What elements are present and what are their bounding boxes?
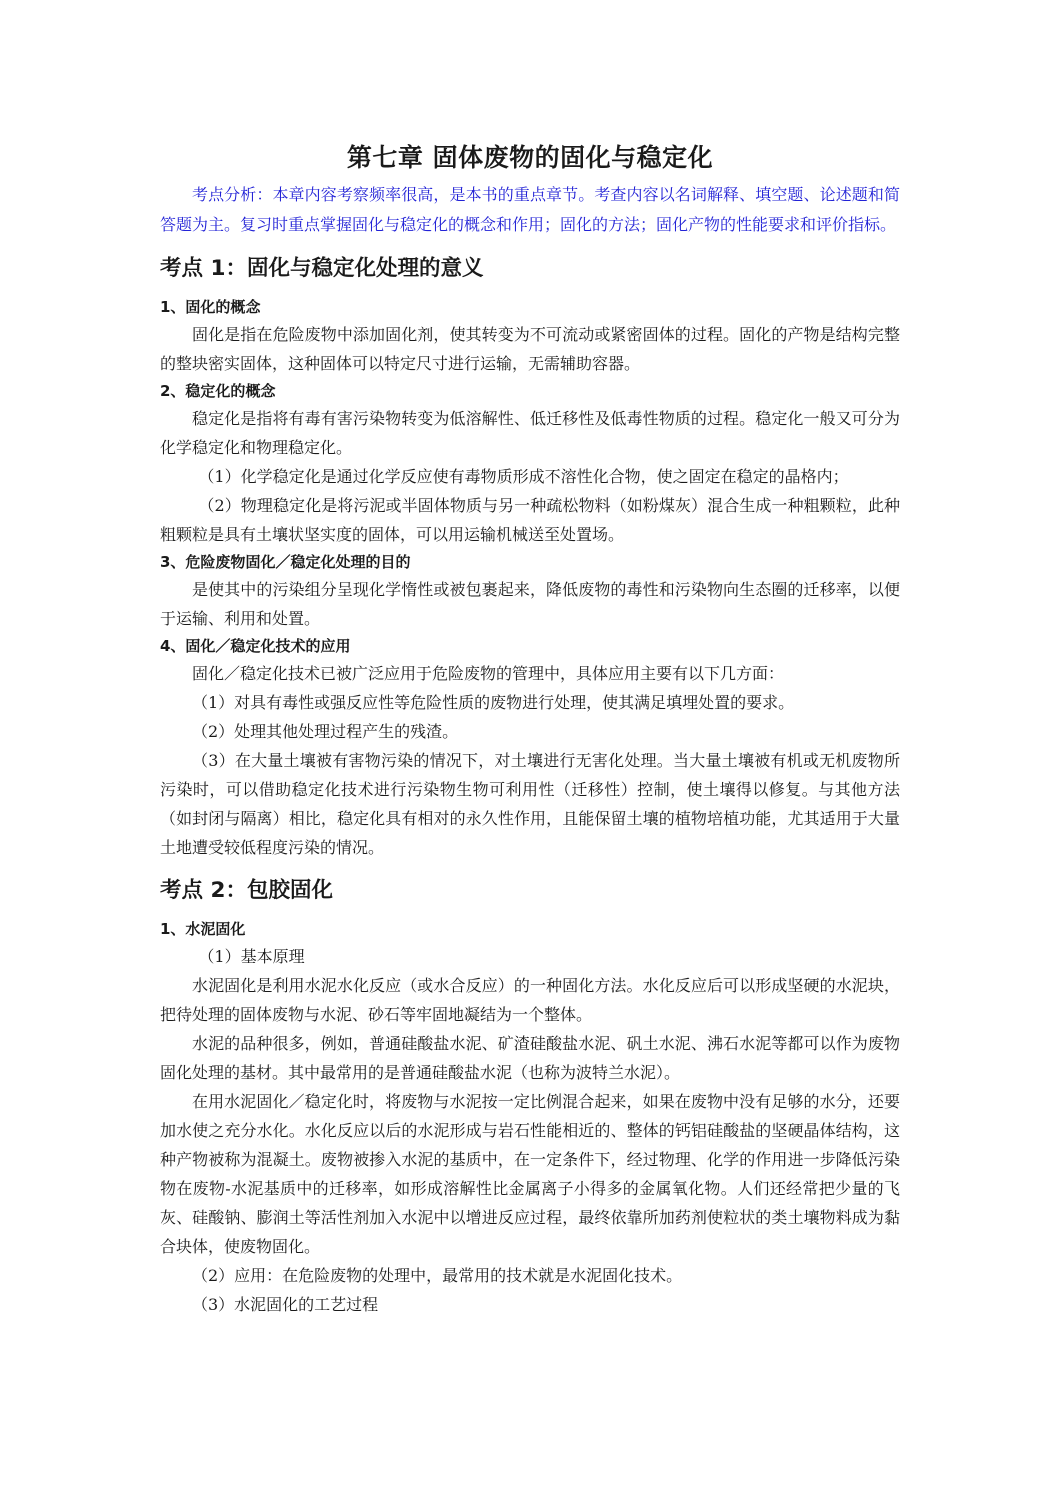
- paragraph: （2）应用：在危险废物的处理中，最常用的技术就是水泥固化技术。: [192, 1266, 683, 1285]
- subsection-heading-stabilization-concept: 2、稳定化的概念: [160, 382, 276, 400]
- paragraph: （3）在大量土壤被有害物污染的情况下，对土壤进行无害化处理。当大量土壤被有机或无机废物所污染时，可以借助稳定化技术进行污染物生物可利用性（迁移性）控制，使土壤得以修复。与其他方法（如封闭与隔离）相比，稳定化具有相对的永久性作用，且能保留土壤的植物培植功能，尤其适用于大量土地遭受较低程度污染的情况。: [160, 751, 900, 857]
- paragraph: 在用水泥固化／稳定化时，将废物与水泥按一定比例混合起来，如果在废物中没有足够的水分，还要加水使之充分水化。水化反应以后的水泥形成与岩石性能相近的、整体的钙铝硅酸盐的坚硬晶体结构，这种产物被称为混凝土。废物被掺入水泥的基质中，在一定条件下，经过物理、化学的作用进一步降低污染物在废物-水泥基质中的迁移率，如形成溶解性比金属离子小得多的金属氧化物。人们还经常把少量的飞灰、硅酸钠、膨润土等活性剂加入水泥中以增进反应过程，最终依靠所加药剂使粒状的类土壤物料成为黏合块体，使废物固化。: [160, 1092, 900, 1256]
- paragraph: 是使其中的污染组分呈现化学惰性或被包裹起来，降低废物的毒性和污染物向生态圈的迁移率，以便于运输、利用和处置。: [160, 580, 900, 628]
- paragraph: 固化／稳定化技术已被广泛应用于危险废物的管理中，具体应用主要有以下几方面：: [192, 664, 785, 683]
- paragraph: 固化是指在危险废物中添加固化剂，使其转变为不可流动或紧密固体的过程。固化的产物是结构完整的整块密实固体，这种固体可以特定尺寸进行运输，无需辅助容器。: [160, 325, 900, 373]
- section-heading-2: 考点 2：包胶固化: [160, 878, 333, 903]
- paragraph: （3）水泥固化的工艺过程: [192, 1295, 379, 1314]
- exam-analysis-summary: 考点分析：本章内容考察频率很高，是本书的重点章节。考查内容以名词解释、填空题、论述题和简答题为主。复习时重点掌握固化与稳定化的概念和作用；固化的方法；固化产物的性能要求和评价指标。: [160, 185, 900, 234]
- document-page: [160, 140, 900, 1319]
- paragraph: （2）处理其他处理过程产生的残渣。: [192, 722, 459, 741]
- paragraph: 稳定化是指将有毒有害污染物转变为低溶解性、低迁移性及低毒性物质的过程。稳定化一般又可分为化学稳定化和物理稳定化。: [160, 409, 900, 457]
- paragraph: （2）物理稳定化是将污泥或半固体物质与另一种疏松物料（如粉煤灰）混合生成一种粗颗粒，此种粗颗粒是具有土壤状坚实度的固体，可以用运输机械送至处置场。: [160, 496, 900, 544]
- section-heading-1: 考点 1：固化与稳定化处理的意义: [160, 256, 484, 281]
- paragraph: （1）基本原理: [198, 947, 305, 966]
- paragraph: （1）对具有毒性或强反应性等危险性质的废物进行处理，使其满足填埋处置的要求。: [192, 693, 795, 712]
- paragraph: 水泥的品种很多，例如，普通硅酸盐水泥、矿渣硅酸盐水泥、矾土水泥、沸石水泥等都可以作为废物固化处理的基材。其中最常用的是普通硅酸盐水泥（也称为波特兰水泥）。: [160, 1034, 900, 1082]
- chapter-title: 第七章 固体废物的固化与稳定化: [346, 143, 714, 172]
- subsection-heading-solidification-concept: 1、固化的概念: [160, 298, 261, 316]
- paragraph: （1）化学稳定化是通过化学反应使有毒物质形成不溶性化合物，使之固定在稳定的晶格内；: [198, 467, 849, 486]
- paragraph: 水泥固化是利用水泥水化反应（或水合反应）的一种固化方法。水化反应后可以形成坚硬的水泥块，把待处理的固体废物与水泥、砂石等牢固地凝结为一个整体。: [160, 976, 900, 1024]
- subsection-heading-applications: 4、固化／稳定化技术的应用: [160, 637, 351, 655]
- subsection-heading-cement-solidification: 1、水泥固化: [160, 920, 246, 938]
- subsection-heading-purpose: 3、危险废物固化／稳定化处理的目的: [160, 553, 411, 571]
